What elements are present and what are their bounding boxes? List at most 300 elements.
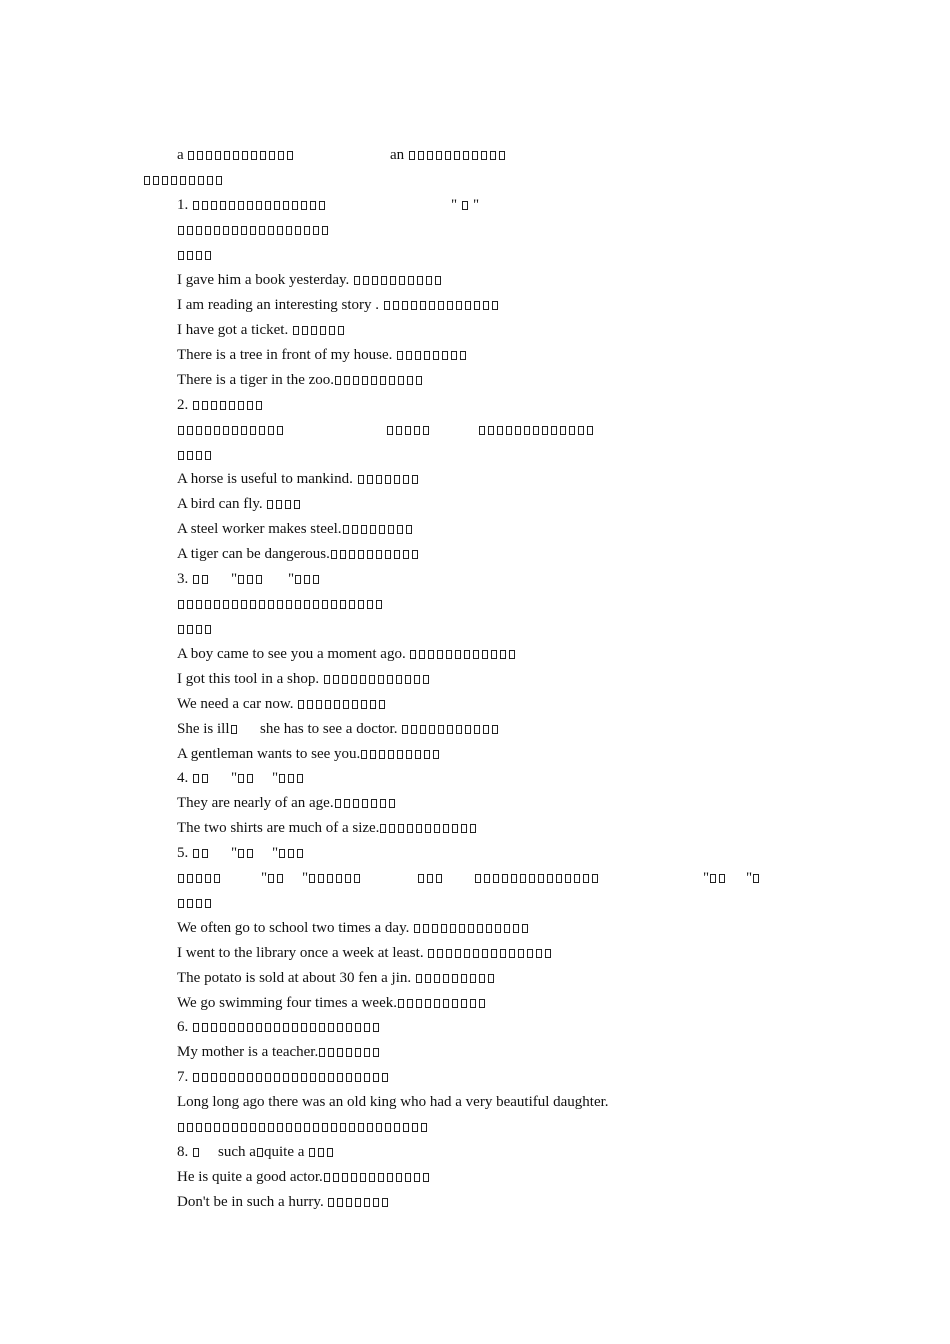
missing-glyph-box [196,226,202,235]
missing-glyph-box [187,874,193,883]
missing-glyph-box [322,600,328,609]
missing-glyph-box [428,949,434,958]
missing-glyph-box [247,849,253,858]
missing-glyph-box [187,426,193,435]
missing-glyph-box [349,1123,355,1132]
missing-glyph-box [484,874,490,883]
missing-glyph-box [432,924,438,933]
missing-glyph-box [536,949,542,958]
segment-text: We need a car now. [177,696,298,712]
missing-glyph-box [265,201,271,210]
missing-glyph-box [491,650,497,659]
missing-glyph-box [382,1073,388,1082]
missing-glyph-box [433,750,439,759]
text-segment [177,695,387,713]
segment-text: A tiger can be dangerous. [177,546,330,562]
missing-glyph-box [287,151,293,160]
missing-glyph-box [232,426,238,435]
missing-glyph-box [301,1073,307,1082]
text-segment [177,794,397,812]
missing-glyph-box [412,550,418,559]
missing-glyph-box [490,151,496,160]
missing-glyph-box [256,401,262,410]
missing-glyph-box [414,675,420,684]
missing-glyph-box [354,874,360,883]
missing-glyph-box [405,675,411,684]
missing-glyph-box [470,824,476,833]
missing-glyph-box [369,1173,375,1182]
missing-glyph-box [403,1123,409,1132]
missing-glyph-box [311,326,317,335]
missing-glyph-box [412,1123,418,1132]
text-segment [177,470,420,488]
segment-text: I went to the library once a week at least. [177,945,428,961]
missing-glyph-box [429,301,435,310]
missing-glyph-box [421,1123,427,1132]
missing-glyph-box [465,725,471,734]
text-segment [177,1143,201,1161]
missing-glyph-box [452,999,458,1008]
missing-glyph-box [328,1073,334,1082]
missing-glyph-box [268,226,274,235]
missing-glyph-box [265,1023,271,1032]
text-segment [288,570,321,588]
missing-glyph-box [479,974,485,983]
missing-glyph-box [447,301,453,310]
missing-glyph-box [551,426,557,435]
missing-glyph-box [443,999,449,1008]
missing-glyph-box [380,799,386,808]
missing-glyph-box [297,849,303,858]
missing-glyph-box [520,874,526,883]
missing-glyph-box [358,550,364,559]
missing-glyph-box [396,1173,402,1182]
text-segment [177,869,222,887]
missing-glyph-box [196,426,202,435]
missing-glyph-box [349,600,355,609]
missing-glyph-box [286,226,292,235]
missing-glyph-box [325,700,331,709]
missing-glyph-box [292,1023,298,1032]
missing-glyph-box [424,351,430,360]
missing-glyph-box [518,949,524,958]
missing-glyph-box [474,725,480,734]
missing-glyph-box [202,401,208,410]
missing-glyph-box [265,1073,271,1082]
missing-glyph-box [241,600,247,609]
missing-glyph-box [464,650,470,659]
missing-glyph-box [224,151,230,160]
missing-glyph-box [319,1073,325,1082]
missing-glyph-box [343,700,349,709]
missing-glyph-box [259,226,265,235]
missing-glyph-box [313,575,319,584]
missing-glyph-box [250,426,256,435]
missing-glyph-box [295,575,301,584]
missing-glyph-box [460,351,466,360]
missing-glyph-box [232,600,238,609]
missing-glyph-box [193,849,199,858]
missing-glyph-box [207,176,213,185]
segment-text: " [261,870,268,886]
missing-glyph-box [447,725,453,734]
missing-glyph-box [286,600,292,609]
missing-glyph-box [247,1023,253,1032]
missing-glyph-box [369,675,375,684]
missing-glyph-box [423,426,429,435]
missing-glyph-box [178,874,184,883]
missing-glyph-box [522,924,528,933]
missing-glyph-box [438,301,444,310]
missing-glyph-box [220,1073,226,1082]
missing-glyph-box [379,750,385,759]
missing-glyph-box [316,700,322,709]
missing-glyph-box [361,700,367,709]
missing-glyph-box [269,151,275,160]
missing-glyph-box [482,650,488,659]
missing-glyph-box [193,774,199,783]
segment-text: she has to see a doctor. [260,721,402,737]
missing-glyph-box [344,799,350,808]
missing-glyph-box [397,351,403,360]
missing-glyph-box [324,1173,330,1182]
missing-glyph-box [515,426,521,435]
missing-glyph-box [394,550,400,559]
missing-glyph-box [385,550,391,559]
missing-glyph-box [283,1073,289,1082]
missing-glyph-box [178,451,184,460]
missing-glyph-box [211,1073,217,1082]
missing-glyph-box [479,999,485,1008]
missing-glyph-box [187,899,193,908]
missing-glyph-box [276,500,282,509]
missing-glyph-box [196,899,202,908]
missing-glyph-box [364,1073,370,1082]
missing-glyph-box [380,376,386,385]
missing-glyph-box [425,974,431,983]
missing-glyph-box [378,1173,384,1182]
segment-text: " [272,845,279,861]
missing-glyph-box [420,725,426,734]
missing-glyph-box [433,351,439,360]
missing-glyph-box [247,1073,253,1082]
missing-glyph-box [399,276,405,285]
missing-glyph-box [473,650,479,659]
text-segment [177,745,441,763]
missing-glyph-box [242,151,248,160]
missing-glyph-box [187,600,193,609]
text-segment [177,1093,609,1111]
segment-text: 7. [177,1069,192,1085]
missing-glyph-box [268,426,274,435]
missing-glyph-box [418,874,424,883]
missing-glyph-box [355,1198,361,1207]
missing-glyph-box [397,525,403,534]
missing-glyph-box [483,301,489,310]
missing-glyph-box [292,201,298,210]
missing-glyph-box [187,451,193,460]
text-segment [177,495,302,513]
missing-glyph-box [361,750,367,759]
segment-text: " [451,197,461,213]
missing-glyph-box [318,1148,324,1157]
missing-glyph-box [436,151,442,160]
missing-glyph-box [202,201,208,210]
missing-glyph-box [180,176,186,185]
segment-text: A steel worker makes steel. [177,521,342,537]
missing-glyph-box [247,201,253,210]
missing-glyph-box [427,151,433,160]
missing-glyph-box [538,874,544,883]
missing-glyph-box [370,750,376,759]
missing-glyph-box [178,251,184,260]
missing-glyph-box [205,625,211,634]
segment-text: We often go to school two times a day. [177,920,414,936]
missing-glyph-box [491,949,497,958]
missing-glyph-box [389,799,395,808]
missing-glyph-box [214,600,220,609]
missing-glyph-box [295,226,301,235]
missing-glyph-box [214,226,220,235]
missing-glyph-box [285,500,291,509]
missing-glyph-box [251,151,257,160]
missing-glyph-box [250,226,256,235]
missing-glyph-box [196,251,202,260]
missing-glyph-box [434,974,440,983]
text-segment [177,396,264,414]
missing-glyph-box [497,426,503,435]
missing-glyph-box [435,276,441,285]
missing-glyph-box [304,1123,310,1132]
missing-glyph-box [304,226,310,235]
missing-glyph-box [340,600,346,609]
segment-text: 6. [177,1019,192,1035]
text-segment [177,844,210,862]
missing-glyph-box [220,401,226,410]
missing-glyph-box [416,824,422,833]
text-segment [177,221,330,239]
text-segment [177,994,487,1012]
segment-text: Don't be in such a hurry. [177,1194,328,1210]
text-segment [177,296,500,314]
missing-glyph-box [417,276,423,285]
missing-glyph-box [313,600,319,609]
missing-glyph-box [419,650,425,659]
missing-glyph-box [241,226,247,235]
missing-glyph-box [407,376,413,385]
missing-glyph-box [376,600,382,609]
missing-glyph-box [373,1073,379,1082]
missing-glyph-box [406,525,412,534]
missing-glyph-box [438,725,444,734]
text-segment [390,146,507,164]
text-segment [177,371,424,389]
missing-glyph-box [336,874,342,883]
missing-glyph-box [388,525,394,534]
missing-glyph-box [320,326,326,335]
missing-glyph-box [292,1073,298,1082]
segment-text: " [231,770,238,786]
missing-glyph-box [454,151,460,160]
missing-glyph-box [353,799,359,808]
segment-text: " [288,571,295,587]
missing-glyph-box [578,426,584,435]
missing-glyph-box [196,1123,202,1132]
missing-glyph-box [463,151,469,160]
missing-glyph-box [193,201,199,210]
missing-glyph-box [416,376,422,385]
missing-glyph-box [416,999,422,1008]
missing-glyph-box [178,600,184,609]
text-segment [177,1018,381,1036]
missing-glyph-box [277,1123,283,1132]
missing-glyph-box [327,1148,333,1157]
text-segment [177,720,239,738]
missing-glyph-box [373,1198,379,1207]
missing-glyph-box [187,226,193,235]
segment-text: 3. [177,571,192,587]
missing-glyph-box [382,1198,388,1207]
missing-glyph-box [408,276,414,285]
missing-glyph-box [178,625,184,634]
missing-glyph-box [461,974,467,983]
missing-glyph-box [301,1023,307,1032]
missing-glyph-box [247,401,253,410]
text-segment [746,869,761,887]
missing-glyph-box [279,849,285,858]
missing-glyph-box [352,525,358,534]
missing-glyph-box [319,1023,325,1032]
text-segment [177,769,210,787]
missing-glyph-box [274,1073,280,1082]
missing-glyph-box [509,949,515,958]
missing-glyph-box [429,725,435,734]
missing-glyph-box [223,1123,229,1132]
missing-glyph-box [500,650,506,659]
missing-glyph-box [390,276,396,285]
missing-glyph-box [294,500,300,509]
segment-text: She is ill [177,721,230,737]
missing-glyph-box [198,176,204,185]
missing-glyph-box [442,351,448,360]
missing-glyph-box [461,824,467,833]
missing-glyph-box [464,949,470,958]
missing-glyph-box [426,276,432,285]
missing-glyph-box [524,426,530,435]
missing-glyph-box [493,874,499,883]
missing-glyph-box [229,1023,235,1032]
segment-text: " [703,870,710,886]
text-segment [386,421,431,439]
missing-glyph-box [364,1048,370,1057]
segment-text: such a [218,1144,256,1160]
missing-glyph-box [196,874,202,883]
missing-glyph-box [425,999,431,1008]
missing-glyph-box [256,1073,262,1082]
missing-glyph-box [592,874,598,883]
missing-glyph-box [327,874,333,883]
missing-glyph-box [361,525,367,534]
missing-glyph-box [379,525,385,534]
missing-glyph-box [223,600,229,609]
missing-glyph-box [481,151,487,160]
missing-glyph-box [479,426,485,435]
missing-glyph-box [351,1173,357,1182]
missing-glyph-box [229,401,235,410]
segment-text: " [473,197,480,213]
missing-glyph-box [396,426,402,435]
missing-glyph-box [187,625,193,634]
missing-glyph-box [446,949,452,958]
missing-glyph-box [475,874,481,883]
segment-text: I am reading an interesting story . [177,297,383,313]
missing-glyph-box [474,301,480,310]
missing-glyph-box [331,600,337,609]
missing-glyph-box [455,650,461,659]
text-segment [231,769,255,787]
missing-glyph-box [259,1123,265,1132]
missing-glyph-box [527,949,533,958]
missing-glyph-box [380,824,386,833]
missing-glyph-box [406,351,412,360]
missing-glyph-box [394,475,400,484]
missing-glyph-box [451,351,457,360]
missing-glyph-box [215,151,221,160]
segment-text: 2. [177,397,192,413]
text-segment [177,1068,390,1086]
missing-glyph-box [402,725,408,734]
missing-glyph-box [238,774,244,783]
missing-glyph-box [205,426,211,435]
segment-text: " [302,870,309,886]
missing-glyph-box [206,151,212,160]
missing-glyph-box [441,924,447,933]
missing-glyph-box [257,1148,263,1157]
text-segment [302,869,362,887]
missing-glyph-box [360,1173,366,1182]
missing-glyph-box [238,401,244,410]
missing-glyph-box [462,201,468,210]
missing-glyph-box [414,924,420,933]
missing-glyph-box [367,475,373,484]
segment-text: an [390,147,408,163]
missing-glyph-box [574,874,580,883]
segment-text: There is a tree in front of my house. [177,347,397,363]
missing-glyph-box [153,176,159,185]
missing-glyph-box [295,600,301,609]
missing-glyph-box [267,500,273,509]
missing-glyph-box [202,575,208,584]
missing-glyph-box [196,600,202,609]
text-segment [177,819,478,837]
missing-glyph-box [504,924,510,933]
missing-glyph-box [542,426,548,435]
missing-glyph-box [384,301,390,310]
missing-glyph-box [309,1148,315,1157]
missing-glyph-box [402,301,408,310]
missing-glyph-box [277,874,283,883]
missing-glyph-box [171,176,177,185]
text-segment [177,894,213,912]
missing-glyph-box [358,1123,364,1132]
segment-text: They are nearly of an age. [177,795,334,811]
missing-glyph-box [482,949,488,958]
segment-text: " [231,845,238,861]
missing-glyph-box [353,376,359,385]
missing-glyph-box [415,750,421,759]
missing-glyph-box [340,1123,346,1132]
missing-glyph-box [367,550,373,559]
